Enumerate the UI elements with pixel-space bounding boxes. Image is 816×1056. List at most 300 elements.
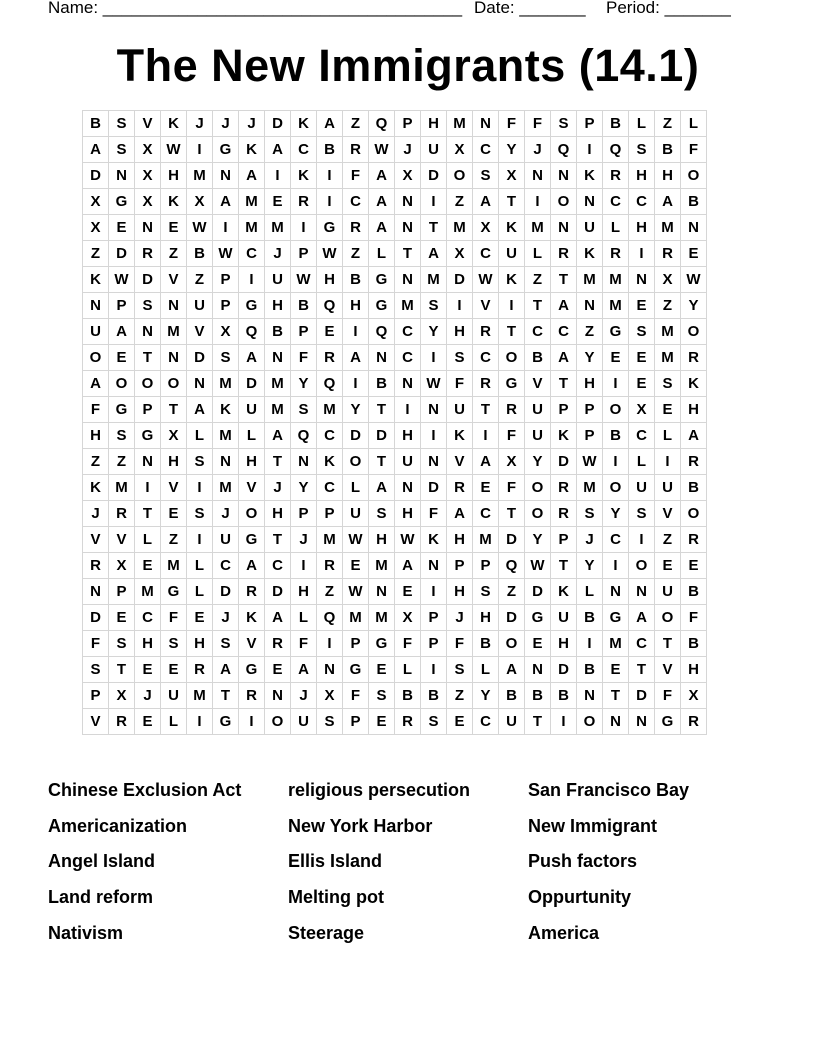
grid-letter[interactable]: L [369,241,395,267]
grid-letter[interactable]: W [681,267,707,293]
grid-letter[interactable]: Z [343,241,369,267]
grid-letter[interactable]: N [629,267,655,293]
grid-letter[interactable]: R [239,683,265,709]
grid-letter[interactable]: K [681,371,707,397]
grid-letter[interactable]: H [369,527,395,553]
grid-letter[interactable]: Z [655,293,681,319]
grid-letter[interactable]: W [343,579,369,605]
grid-letter[interactable]: B [265,319,291,345]
grid-letter[interactable]: M [343,605,369,631]
grid-letter[interactable]: X [109,683,135,709]
grid-letter[interactable]: S [421,293,447,319]
grid-letter[interactable]: R [603,163,629,189]
grid-letter[interactable]: L [395,657,421,683]
grid-letter[interactable]: F [421,501,447,527]
grid-letter[interactable]: A [369,189,395,215]
grid-letter[interactable]: T [421,215,447,241]
grid-letter[interactable]: I [629,527,655,553]
grid-letter[interactable]: W [421,371,447,397]
grid-letter[interactable]: F [655,683,681,709]
grid-letter[interactable]: D [551,449,577,475]
grid-letter[interactable]: M [317,527,343,553]
grid-letter[interactable]: A [213,189,239,215]
grid-letter[interactable]: E [603,345,629,371]
grid-letter[interactable]: D [421,163,447,189]
grid-letter[interactable]: S [577,501,603,527]
grid-letter[interactable]: V [161,267,187,293]
grid-letter[interactable]: U [655,579,681,605]
grid-letter[interactable]: N [265,345,291,371]
grid-letter[interactable]: O [499,345,525,371]
grid-letter[interactable]: F [681,605,707,631]
grid-letter[interactable]: R [265,631,291,657]
grid-letter[interactable]: M [187,683,213,709]
grid-letter[interactable]: N [577,683,603,709]
grid-letter[interactable]: A [213,657,239,683]
grid-letter[interactable]: P [291,319,317,345]
grid-letter[interactable]: B [681,631,707,657]
grid-letter[interactable]: H [291,579,317,605]
grid-letter[interactable]: A [447,501,473,527]
grid-letter[interactable]: M [525,215,551,241]
grid-letter[interactable]: T [551,553,577,579]
grid-letter[interactable]: R [343,215,369,241]
grid-letter[interactable]: A [655,189,681,215]
grid-letter[interactable]: U [499,241,525,267]
grid-letter[interactable]: B [681,475,707,501]
grid-letter[interactable]: M [161,553,187,579]
grid-letter[interactable]: X [395,605,421,631]
grid-letter[interactable]: H [395,501,421,527]
grid-letter[interactable]: H [577,371,603,397]
grid-letter[interactable]: A [473,189,499,215]
grid-letter[interactable]: H [629,215,655,241]
grid-letter[interactable]: O [499,631,525,657]
grid-letter[interactable]: I [603,553,629,579]
grid-letter[interactable]: D [83,605,109,631]
grid-letter[interactable]: N [421,553,447,579]
grid-letter[interactable]: Z [83,449,109,475]
grid-letter[interactable]: O [239,501,265,527]
grid-letter[interactable]: M [421,267,447,293]
grid-letter[interactable]: P [291,241,317,267]
grid-letter[interactable]: B [655,137,681,163]
grid-letter[interactable]: G [655,709,681,735]
grid-letter[interactable]: C [473,501,499,527]
grid-letter[interactable]: C [395,319,421,345]
grid-letter[interactable]: T [213,683,239,709]
grid-letter[interactable]: M [239,189,265,215]
grid-letter[interactable]: D [239,371,265,397]
grid-letter[interactable]: O [603,475,629,501]
grid-letter[interactable]: U [525,423,551,449]
grid-letter[interactable]: N [603,709,629,735]
grid-letter[interactable]: F [291,345,317,371]
grid-letter[interactable]: T [265,449,291,475]
grid-letter[interactable]: E [135,553,161,579]
grid-letter[interactable]: O [629,553,655,579]
grid-letter[interactable]: N [577,293,603,319]
grid-letter[interactable]: O [161,371,187,397]
grid-letter[interactable]: S [473,579,499,605]
grid-letter[interactable]: K [213,397,239,423]
grid-letter[interactable]: Y [343,397,369,423]
grid-letter[interactable]: A [239,553,265,579]
grid-letter[interactable]: C [239,241,265,267]
grid-letter[interactable]: Z [447,683,473,709]
grid-letter[interactable]: N [213,163,239,189]
grid-letter[interactable]: A [239,345,265,371]
grid-letter[interactable]: S [655,371,681,397]
grid-letter[interactable]: Y [681,293,707,319]
grid-letter[interactable]: J [213,111,239,137]
grid-letter[interactable]: I [525,189,551,215]
grid-letter[interactable]: T [629,657,655,683]
grid-letter[interactable]: S [109,111,135,137]
grid-letter[interactable]: S [317,709,343,735]
grid-letter[interactable]: R [291,189,317,215]
grid-letter[interactable]: L [525,241,551,267]
grid-letter[interactable]: H [421,111,447,137]
grid-letter[interactable]: L [161,709,187,735]
grid-letter[interactable]: X [473,215,499,241]
grid-letter[interactable]: F [83,631,109,657]
grid-letter[interactable]: U [447,397,473,423]
grid-letter[interactable]: L [187,423,213,449]
grid-letter[interactable]: K [551,423,577,449]
grid-letter[interactable]: E [187,605,213,631]
grid-letter[interactable]: R [655,241,681,267]
grid-letter[interactable]: G [603,605,629,631]
grid-letter[interactable]: O [681,319,707,345]
grid-letter[interactable]: H [655,163,681,189]
grid-letter[interactable]: U [629,475,655,501]
grid-letter[interactable]: M [655,319,681,345]
grid-letter[interactable]: H [395,423,421,449]
grid-letter[interactable]: A [109,319,135,345]
grid-letter[interactable]: W [473,267,499,293]
grid-letter[interactable]: C [551,319,577,345]
grid-letter[interactable]: R [109,501,135,527]
grid-letter[interactable]: R [499,397,525,423]
grid-letter[interactable]: M [473,527,499,553]
grid-letter[interactable]: D [499,527,525,553]
grid-letter[interactable]: M [239,215,265,241]
grid-letter[interactable]: B [369,371,395,397]
grid-letter[interactable]: T [109,657,135,683]
grid-letter[interactable]: A [265,137,291,163]
grid-letter[interactable]: W [213,241,239,267]
grid-letter[interactable]: S [421,709,447,735]
grid-letter[interactable]: C [629,423,655,449]
grid-letter[interactable]: N [135,449,161,475]
grid-letter[interactable]: J [265,475,291,501]
grid-letter[interactable]: E [681,241,707,267]
grid-letter[interactable]: N [395,475,421,501]
grid-letter[interactable]: D [499,605,525,631]
grid-letter[interactable]: I [577,631,603,657]
grid-letter[interactable]: I [655,449,681,475]
grid-letter[interactable]: X [213,319,239,345]
grid-letter[interactable]: D [629,683,655,709]
grid-letter[interactable]: N [187,371,213,397]
grid-letter[interactable]: M [447,215,473,241]
grid-letter[interactable]: P [291,501,317,527]
grid-letter[interactable]: M [369,605,395,631]
grid-letter[interactable]: F [291,631,317,657]
grid-letter[interactable]: N [83,293,109,319]
grid-letter[interactable]: F [447,631,473,657]
grid-letter[interactable]: B [395,683,421,709]
grid-letter[interactable]: G [239,657,265,683]
grid-letter[interactable]: L [655,423,681,449]
grid-letter[interactable]: L [681,111,707,137]
grid-letter[interactable]: X [395,163,421,189]
grid-letter[interactable]: S [447,345,473,371]
grid-letter[interactable]: J [213,605,239,631]
grid-letter[interactable]: E [655,397,681,423]
grid-letter[interactable]: M [577,475,603,501]
grid-letter[interactable]: H [265,293,291,319]
grid-letter[interactable]: F [343,683,369,709]
grid-letter[interactable]: F [343,163,369,189]
grid-letter[interactable]: E [109,605,135,631]
grid-letter[interactable]: R [551,501,577,527]
grid-letter[interactable]: G [161,579,187,605]
grid-letter[interactable]: N [551,215,577,241]
grid-letter[interactable]: O [551,189,577,215]
grid-letter[interactable]: H [629,163,655,189]
grid-letter[interactable]: M [603,293,629,319]
grid-letter[interactable]: Z [577,319,603,345]
grid-letter[interactable]: X [135,189,161,215]
grid-letter[interactable]: P [317,501,343,527]
grid-letter[interactable]: E [395,579,421,605]
grid-letter[interactable]: V [161,475,187,501]
grid-letter[interactable]: T [161,397,187,423]
grid-letter[interactable]: F [447,371,473,397]
grid-letter[interactable]: R [317,553,343,579]
grid-letter[interactable]: O [265,709,291,735]
grid-letter[interactable]: J [577,527,603,553]
grid-letter[interactable]: X [681,683,707,709]
grid-letter[interactable]: C [317,475,343,501]
grid-letter[interactable]: Z [343,111,369,137]
grid-letter[interactable]: M [265,397,291,423]
grid-letter[interactable]: B [603,111,629,137]
grid-letter[interactable]: H [473,605,499,631]
grid-letter[interactable]: C [473,241,499,267]
grid-letter[interactable]: O [83,345,109,371]
grid-letter[interactable]: Z [655,527,681,553]
grid-letter[interactable]: M [213,371,239,397]
grid-letter[interactable]: M [213,475,239,501]
grid-letter[interactable]: I [239,267,265,293]
grid-letter[interactable]: W [395,527,421,553]
grid-letter[interactable]: K [161,111,187,137]
grid-letter[interactable]: I [421,657,447,683]
grid-letter[interactable]: S [187,449,213,475]
grid-letter[interactable]: N [213,449,239,475]
grid-letter[interactable]: P [577,423,603,449]
grid-letter[interactable]: P [447,553,473,579]
grid-letter[interactable]: T [603,683,629,709]
grid-letter[interactable]: O [655,605,681,631]
grid-letter[interactable]: Z [499,579,525,605]
grid-letter[interactable]: G [343,657,369,683]
grid-letter[interactable]: Z [161,527,187,553]
grid-letter[interactable]: H [681,657,707,683]
grid-letter[interactable]: T [525,293,551,319]
grid-letter[interactable]: I [421,423,447,449]
grid-letter[interactable]: M [603,267,629,293]
grid-letter[interactable]: G [369,293,395,319]
grid-letter[interactable]: S [109,137,135,163]
grid-letter[interactable]: B [317,137,343,163]
grid-letter[interactable]: Q [291,423,317,449]
grid-letter[interactable]: V [109,527,135,553]
grid-letter[interactable]: J [239,111,265,137]
grid-letter[interactable]: Y [577,345,603,371]
grid-letter[interactable]: D [135,267,161,293]
grid-letter[interactable]: M [317,397,343,423]
grid-letter[interactable]: G [317,215,343,241]
grid-letter[interactable]: X [447,241,473,267]
grid-letter[interactable]: O [135,371,161,397]
grid-letter[interactable]: M [655,215,681,241]
grid-letter[interactable]: X [161,423,187,449]
grid-letter[interactable]: R [343,137,369,163]
grid-letter[interactable]: R [473,319,499,345]
grid-letter[interactable]: L [135,527,161,553]
grid-letter[interactable]: L [603,215,629,241]
grid-letter[interactable]: Y [291,371,317,397]
grid-letter[interactable]: H [83,423,109,449]
grid-letter[interactable]: I [317,189,343,215]
grid-letter[interactable]: J [213,501,239,527]
grid-letter[interactable]: R [603,241,629,267]
grid-letter[interactable]: L [187,553,213,579]
grid-letter[interactable]: R [551,475,577,501]
grid-letter[interactable]: N [577,189,603,215]
grid-letter[interactable]: N [551,163,577,189]
grid-letter[interactable]: D [265,579,291,605]
grid-letter[interactable]: U [421,137,447,163]
grid-letter[interactable]: N [369,345,395,371]
grid-letter[interactable]: V [655,501,681,527]
grid-letter[interactable]: V [83,527,109,553]
grid-letter[interactable]: A [369,163,395,189]
grid-letter[interactable]: X [499,163,525,189]
grid-letter[interactable]: P [577,111,603,137]
grid-letter[interactable]: E [629,371,655,397]
grid-letter[interactable]: H [161,449,187,475]
grid-letter[interactable]: V [239,631,265,657]
grid-letter[interactable]: E [135,709,161,735]
grid-letter[interactable]: V [83,709,109,735]
grid-letter[interactable]: Y [525,527,551,553]
grid-letter[interactable]: O [603,397,629,423]
grid-letter[interactable]: B [577,657,603,683]
grid-letter[interactable]: T [499,501,525,527]
grid-letter[interactable]: B [187,241,213,267]
grid-letter[interactable]: H [161,163,187,189]
grid-letter[interactable]: P [473,553,499,579]
grid-letter[interactable]: T [265,527,291,553]
grid-letter[interactable]: Z [109,449,135,475]
grid-letter[interactable]: I [577,137,603,163]
grid-letter[interactable]: P [83,683,109,709]
grid-letter[interactable]: M [655,345,681,371]
grid-letter[interactable]: G [239,527,265,553]
grid-letter[interactable]: N [525,163,551,189]
grid-letter[interactable]: B [551,683,577,709]
grid-letter[interactable]: Q [603,137,629,163]
grid-letter[interactable]: K [499,215,525,241]
grid-letter[interactable]: K [421,527,447,553]
grid-letter[interactable]: I [603,371,629,397]
grid-letter[interactable]: M [161,319,187,345]
grid-letter[interactable]: W [291,267,317,293]
grid-letter[interactable]: Y [421,319,447,345]
grid-letter[interactable]: A [239,163,265,189]
grid-letter[interactable]: U [499,709,525,735]
grid-letter[interactable]: Z [447,189,473,215]
grid-letter[interactable]: W [577,449,603,475]
grid-letter[interactable]: R [109,709,135,735]
grid-letter[interactable]: M [135,579,161,605]
grid-letter[interactable]: S [551,111,577,137]
grid-letter[interactable]: T [551,267,577,293]
grid-letter[interactable]: B [291,293,317,319]
grid-letter[interactable]: M [577,267,603,293]
grid-letter[interactable]: Y [291,475,317,501]
grid-letter[interactable]: D [109,241,135,267]
grid-letter[interactable]: E [681,553,707,579]
grid-letter[interactable]: J [525,137,551,163]
grid-letter[interactable]: E [603,657,629,683]
grid-letter[interactable]: F [681,137,707,163]
grid-letter[interactable]: C [603,189,629,215]
grid-letter[interactable]: J [447,605,473,631]
grid-letter[interactable]: O [525,501,551,527]
grid-letter[interactable]: I [187,475,213,501]
grid-letter[interactable]: V [135,111,161,137]
grid-letter[interactable]: E [109,345,135,371]
grid-letter[interactable]: K [291,111,317,137]
grid-letter[interactable]: O [447,163,473,189]
grid-letter[interactable]: F [499,475,525,501]
grid-letter[interactable]: W [525,553,551,579]
grid-letter[interactable]: A [681,423,707,449]
grid-letter[interactable]: C [629,631,655,657]
grid-letter[interactable]: I [317,631,343,657]
grid-letter[interactable]: Q [369,319,395,345]
grid-letter[interactable]: E [343,553,369,579]
grid-letter[interactable]: E [629,345,655,371]
grid-letter[interactable]: B [603,423,629,449]
grid-letter[interactable]: R [551,241,577,267]
grid-letter[interactable]: K [291,163,317,189]
grid-letter[interactable]: N [135,319,161,345]
grid-letter[interactable]: E [135,657,161,683]
grid-letter[interactable]: G [525,605,551,631]
grid-letter[interactable]: O [109,371,135,397]
grid-letter[interactable]: Z [83,241,109,267]
grid-letter[interactable]: R [317,345,343,371]
grid-letter[interactable]: H [239,449,265,475]
grid-letter[interactable]: L [187,579,213,605]
